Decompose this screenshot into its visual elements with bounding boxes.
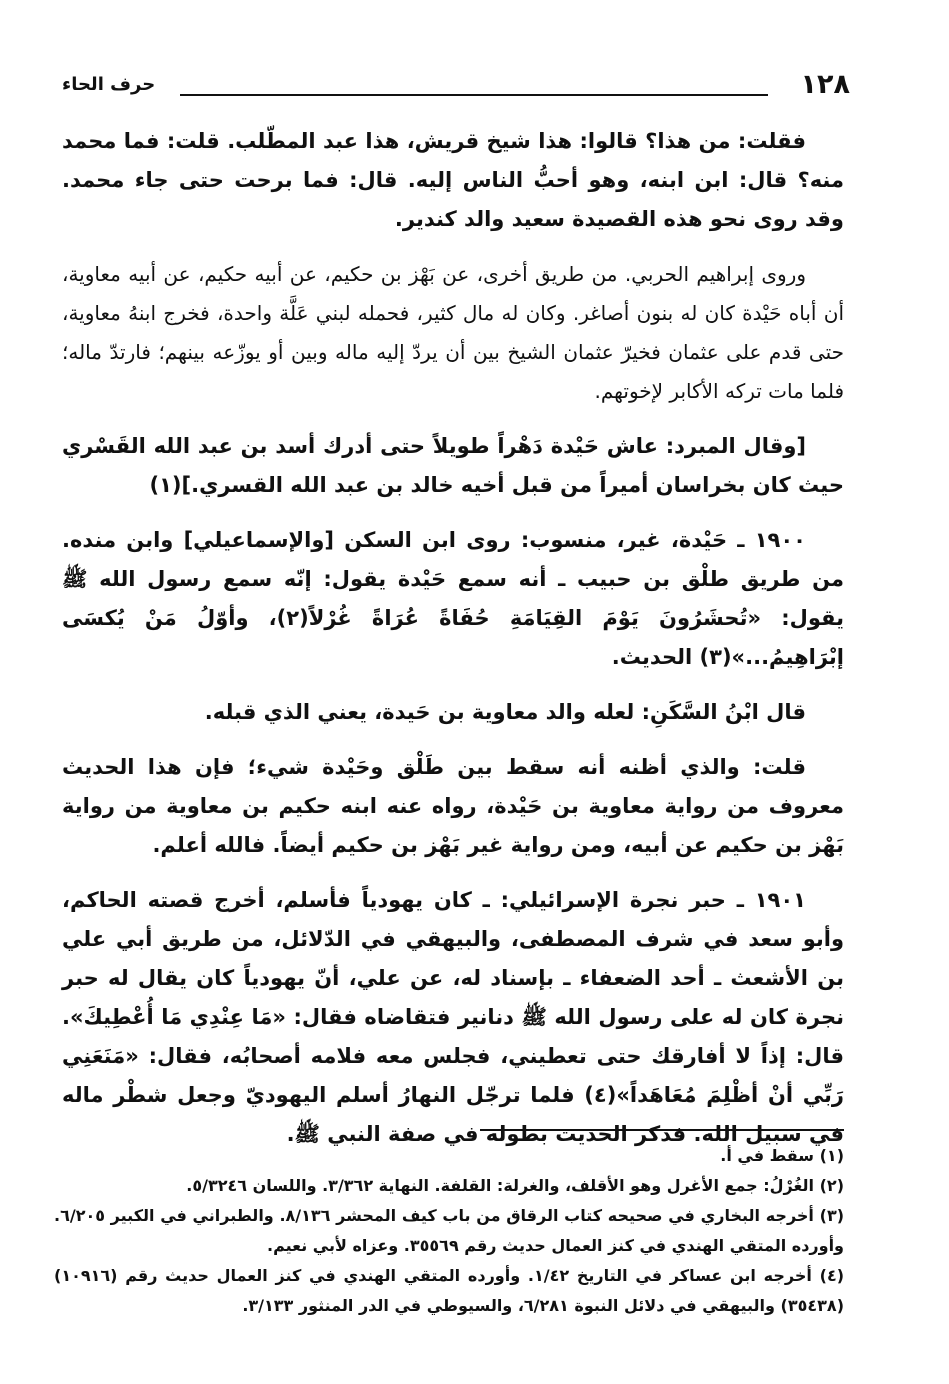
paragraph: قال ابْنُ السَّكَنِ: لعله والد معاوية بن حَيدة، يعني الذي قبله. bbox=[204, 700, 806, 724]
header-rule bbox=[180, 94, 768, 96]
paragraph: [وقال المبرد: عاش حَيْدة دَهْراً طويلاً حتى أدرك أسد بن عبد الله القَسْري حيث كان بخراسان أميراً من قبل أخيه خالد بن عبد الله القسري.](١) bbox=[62, 434, 844, 497]
paragraph: فقلت: من هذا؟ قالوا: هذا شيخ قريش، هذا عبد المطّلب. قلت: فما محمد منه؟ قال: ابن ابنه، وهو أحبُّ الناس إليه. قال: فما برحت حتى جاء محمد. وقد روى نحو هذه القصيدة سعيد والد كندير. bbox=[62, 129, 844, 231]
entry-1900: ١٩٠٠ ـ حَيْدة، غير، منسوب: روى ابن السكن [والإسماعيلي] وابن منده. من طريق طلْق بن حبيب ـ أنه سمع حَيْدة يقول: إنّه سمع رسول الله ﷺ يقول: «تُحشَرُونَ يَوْمَ القِيَامَةِ حُفَاةً عُرَاةً غُرْلاً(٢)، وأوّلُ مَنْ يُكسَى إبْرَاهِيمُ...»(٣) الحديث. bbox=[62, 528, 844, 669]
footnotes bbox=[54, 1141, 844, 1321]
footnote: (١) سقط في أ. bbox=[720, 1146, 844, 1165]
footnote: (٢) الغُرْلُ: جمع الأغرل وهو الأقلف، والغرلة: القلفة. النهاية ٣/٣٦٢. واللسان ٥/٣٢٤٦. bbox=[186, 1176, 844, 1195]
chapter-title: حرف الحاء bbox=[62, 74, 156, 95]
main-text bbox=[62, 122, 844, 1170]
footnote: (٣) أخرجه البخاري في صحيحه كتاب الرقاق من باب كيف المحشر ٨/١٣٦. والطبراني في الكبير ٦/٢٠٥. وأورده المتقي الهندي في كنز العمال حديث رقم ٣٥٥٦٩. وعزاه لأبي نعيم. bbox=[54, 1206, 845, 1255]
paragraph: وروى إبراهيم الحربي. من طريق أخرى، عن بَهْز بن حكيم، عن أبيه حكيم، عن أبيه معاوية، أن أباه حَيْدة كان له بنون أصاغر. وكان له مال كثير، فحمله لبني عَلَّة واحدة، فخرج ابنهُ معاوية، حتى قدم على عثمان فخيرّ عثمان الشيخ بين أن يردّ إليه ماله وبين أو يوزّعه بينهم؛ فارتدّ ماله؛ فلما مات تركه الأكابر لإخوتهم. bbox=[62, 262, 844, 403]
page-number: ١٢٨ bbox=[800, 69, 850, 100]
footnote: (٤) أخرجه ابن عساكر في التاريخ ١/٤٢. وأورده المتقي الهندي في كنز العمال حديث رقم (١٠٩١٦) (٣٥٤٣٨) والبيهقي في دلائل النبوة ٦/٢٨١، والسيوطي في الدر المنثور ٣/١٣٣. bbox=[54, 1266, 845, 1315]
paragraph: قلت: والذي أظنه أنه سقط بين طَلْق وحَيْدة شيء؛ فإن هذا الحديث معروف من رواية معاوية بن حَيْدة، رواه عنه ابنه حكيم بن معاوية من رواية بَهْز بن حكيم عن أبيه، ومن رواية غير بَهْز بن حكيم أيضاً. فالله أعلم. bbox=[62, 755, 844, 857]
page-header bbox=[62, 68, 850, 102]
entry-1901: ١٩٠١ ـ حبر نجرة الإسرائيلي: ـ كان يهودياً فأسلم، أخرج قصته الحاكم، وأبو سعد في شرف المصطفى، والبيهقي في الدّلائل، من طريق أبي علي بن الأشعث ـ أحد الضعفاء ـ بإسناد له، عن علي، أنّ يهودياً كان يقال له حبر نجرة كان له على رسول الله ﷺ دنانير فتقاضاه فقال: «مَا عِنْدِي مَا أُعْطِيكَ». قال: إذاً لا أفارقك حتى تعطيني، فجلس معه فلامه أصحابُه، فقال: «مَنَعَنِي رَبِّي أنْ أظْلِمَ مُعَاهَداً»(٤) فلما ترجّل النهارُ أسلم اليهوديّ وجعل شطْر ماله في سبيل الله. فذكر الحديث بطوله في صفة النبي ﷺ. bbox=[62, 888, 844, 1146]
footnote-rule bbox=[480, 1129, 844, 1131]
